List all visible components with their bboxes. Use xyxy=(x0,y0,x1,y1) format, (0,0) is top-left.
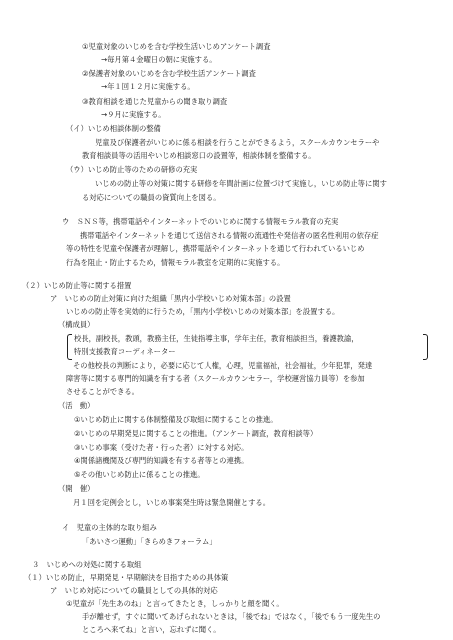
text-line: る対応についての職員の資質向上を図る。 xyxy=(82,193,221,202)
text-line: 児童及び保護者がいじめに係る相談を行うことができるよう，スクールカウンセラーや xyxy=(95,138,380,147)
text-line: ⑤その他いじめ防止に係ることの推進。 xyxy=(74,470,205,479)
member-list: 校長，副校長，教頭，教務主任，生徒指導主事，学年主任，教育相談担当，養護教諭， xyxy=(74,334,359,343)
text-line: →９月に実施する。 xyxy=(101,110,166,119)
text-line: 月１回を定例会とし，いじめ事案発生時は緊急開催とする。 xyxy=(73,498,271,507)
sub-label: （開 催） xyxy=(58,484,95,493)
section-heading: ア いじめの防止対策に向けた組織「黒内小学校いじめ対策本部」の設置 xyxy=(50,294,291,303)
text-line: →年１回１２月に実施する。 xyxy=(101,82,195,91)
text-line: ④関係諸機関及び専門的知識を有する者等との連携。 xyxy=(74,456,249,465)
chapter-heading: ３ いじめへの対処に関する取組 xyxy=(32,560,142,569)
text-line: させることができる。 xyxy=(66,387,139,396)
section-heading: （２）いじめ防止等に関する措置 xyxy=(22,281,132,290)
sub-label: （構成員） xyxy=(58,320,95,329)
section-heading: （ウ）いじめ防止等のための研修の充実 xyxy=(66,165,198,174)
section-heading: イ 児童の主体的な取り組み xyxy=(62,523,157,532)
text-line: 等の特性を児童や保護者が理解し，携帯電話やインターネットを通じて行われているいじめ xyxy=(66,244,365,253)
member-list: 特別支援教育コーディネーター xyxy=(74,347,176,356)
text-line: ①いじめ防止に関する体制整備及び取組に関することの推進。 xyxy=(74,415,278,424)
right-bracket xyxy=(423,334,428,360)
text-line: 教育相談員等の活用やいじめ相談窓口の設置等，相談体制を整備する。 xyxy=(82,151,316,160)
text-line: その他校長の判断により，必要に応じて人権，心理，児童福祉，社会福祉，少年犯罪，発達 xyxy=(73,361,373,370)
text-line: ①児童が「先生あのね」と言ってきたとき，しっかりと顔を聞く。 xyxy=(66,599,284,608)
text-line: ③教育相談を通じた児童からの聞き取り調査 xyxy=(82,97,228,106)
section-heading: ウ ＳＮＳ等，携帯電話やインターネットでのいじめに関する情報モラル教育の充実 xyxy=(62,217,339,226)
text-line: →毎月第４金曜日の朝に実施する。 xyxy=(101,55,217,64)
sub-label: （活 動） xyxy=(58,401,95,410)
text-line: ③いじめ事案（受けた者・行った者）に対する対応。 xyxy=(74,443,249,452)
text-line: いじめの防止等を実効的に行うため，「黒内小学校いじめの対策本部」を設置する。 xyxy=(66,307,340,316)
text-line: 手が離せず，すぐに聞いてあげられないときは，「後でね」ではなく，「後でもう一度先生の xyxy=(82,612,381,621)
section-heading: （イ）いじめ相談体制の整備 xyxy=(66,124,161,133)
text-line: ところへ来てね」と言い，忘れずに聞く。 xyxy=(82,625,221,634)
section-heading: ア いじめ対応についての職員としての具体的対応 xyxy=(50,586,218,595)
text-line: 「あいさつ運動」「きらめきフォーラム」 xyxy=(82,537,217,546)
text-line: ②保護者対象のいじめを含む学校生活アンケート調査 xyxy=(82,69,256,78)
text-line: 行為を阻止・防止するため，情報モラル教室を定期的に実施する。 xyxy=(66,258,285,267)
text-line: いじめの防止等の対策に関する研修を年間計画に位置づけて実施し，いじめ防止等に関す xyxy=(95,179,387,188)
text-line: ②いじめの早期発見に関することの推進。（アンケート調査，教育相談等） xyxy=(74,429,318,438)
left-bracket xyxy=(67,334,72,360)
text-line: 障害等に関する専門的知識を有する者（スクールカウンセラー，学校運営協力員等）を参加 xyxy=(66,374,365,383)
text-line: 携帯電話やインターネットを通じて送信される情報の流通性や発信者の匿名性利用の依存症 xyxy=(80,231,379,240)
text-line: ①児童対象のいじめを含む学校生活いじめアンケート調査 xyxy=(82,42,271,51)
section-heading: （１）いじめ防止，早期発見・早期解決を目指すための具体策 xyxy=(24,573,229,582)
